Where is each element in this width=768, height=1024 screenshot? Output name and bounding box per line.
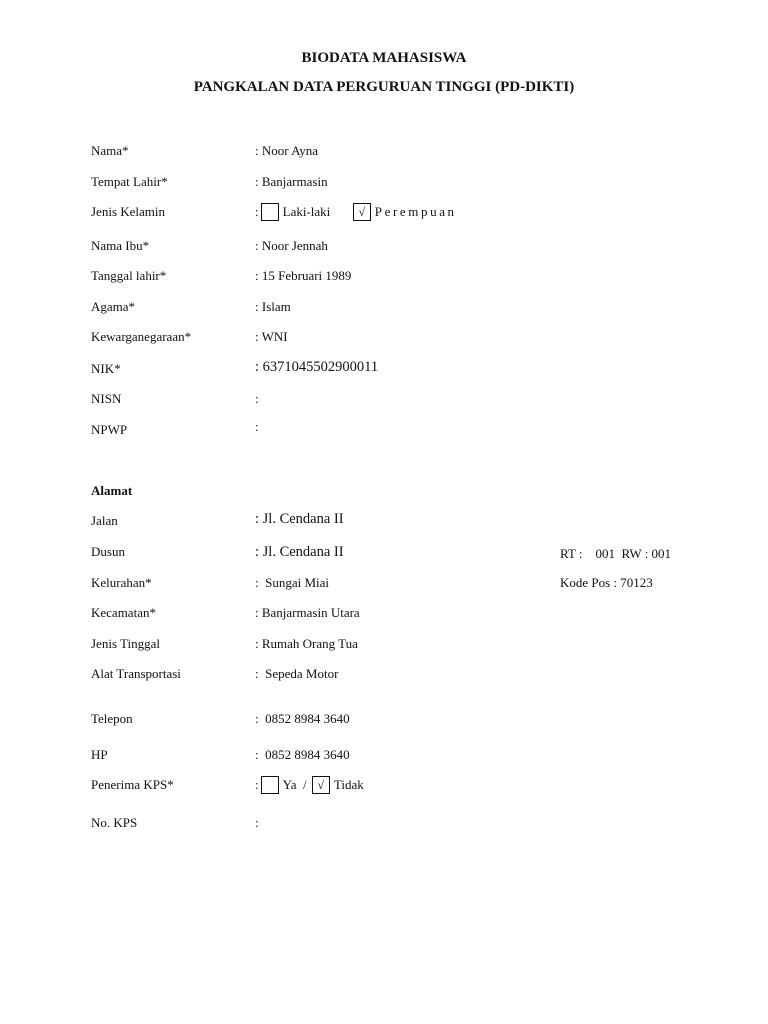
value-jenis-tinggal: : Rumah Orang Tua — [255, 636, 358, 651]
label-tempat-lahir: Tempat Lahir* — [91, 174, 168, 189]
label-jenis-tinggal: Jenis Tinggal — [91, 636, 160, 651]
checkbox-perempuan[interactable]: √ — [353, 203, 371, 221]
label-alat-transportasi: Alat Transportasi — [91, 666, 181, 681]
checkbox-tidak[interactable]: √ — [312, 776, 330, 794]
value-nik: : 6371045502900011 — [255, 359, 379, 375]
value-kelurahan: : Sungai Miai — [255, 575, 330, 590]
label-jalan: Jalan — [91, 513, 118, 528]
value-tempat-lahir: : Banjarmasin — [255, 174, 328, 189]
value-no-kps: : — [255, 815, 259, 830]
value-agama: : Islam — [255, 299, 291, 314]
label-tanggal-lahir: Tanggal lahir* — [91, 268, 167, 283]
label-jenis-kelamin: Jenis Kelamin — [91, 204, 166, 219]
value-kewarganegaraan: : WNI — [255, 329, 288, 344]
value-dusun: : Jl. Cendana II — [255, 544, 344, 560]
value-jalan: : Jl. Cendana II — [255, 511, 344, 527]
section-title-alamat: Alamat — [91, 483, 133, 498]
option-perempuan: Perempuan — [374, 204, 457, 219]
value-tanggal-lahir: : 15 Februari 1989 — [255, 268, 352, 283]
label-kewarganegaraan: Kewarganegaraan* — [91, 329, 192, 344]
value-telepon: : 0852 8984 3640 — [255, 711, 350, 726]
value-nama-ibu: : Noor Jennah — [255, 238, 328, 253]
value-jenis-kelamin — [255, 204, 457, 222]
checkbox-laki-laki[interactable] — [261, 203, 279, 221]
label-kelurahan: Kelurahan* — [91, 575, 152, 590]
value-nama: : Noor Ayna — [255, 143, 319, 158]
document-title: BIODATA MAHASISWA — [301, 50, 467, 66]
label-dusun: Dusun — [91, 544, 125, 559]
checkbox-ya[interactable] — [261, 776, 279, 794]
option-laki-laki: Laki-laki — [282, 204, 331, 219]
colon: : — [255, 204, 259, 219]
label-agama: Agama* — [91, 299, 136, 314]
label-penerima-kps: Penerima KPS* — [91, 777, 174, 792]
value-npwp: : — [255, 419, 259, 434]
label-nama-ibu: Nama Ibu* — [91, 238, 150, 253]
label-nik: NIK* — [91, 361, 121, 376]
value-penerima-kps — [255, 777, 364, 795]
label-nama: Nama* — [91, 143, 129, 158]
label-hp: HP — [91, 747, 108, 762]
value-nisn: : — [255, 391, 259, 406]
label-no-kps: No. KPS — [91, 815, 138, 830]
value-rt-rw: RT : 001 RW : 001 — [560, 546, 672, 561]
label-kecamatan: Kecamatan* — [91, 605, 156, 620]
value-hp: : 0852 8984 3640 — [255, 747, 350, 762]
colon: : — [255, 777, 259, 792]
document-subtitle: PANGKALAN DATA PERGURUAN TINGGI (PD-DIKTI) — [193, 79, 575, 95]
value-kode-pos: Kode Pos : 70123 — [560, 575, 653, 590]
value-kecamatan: : Banjarmasin Utara — [255, 605, 360, 620]
label-telepon: Telepon — [91, 711, 133, 726]
label-npwp: NPWP — [91, 422, 128, 437]
label-nisn: NISN — [91, 391, 122, 406]
option-ya: Ya / — [282, 777, 307, 792]
value-alat-transportasi: : Sepeda Motor — [255, 666, 339, 681]
option-tidak: Tidak — [333, 777, 364, 792]
